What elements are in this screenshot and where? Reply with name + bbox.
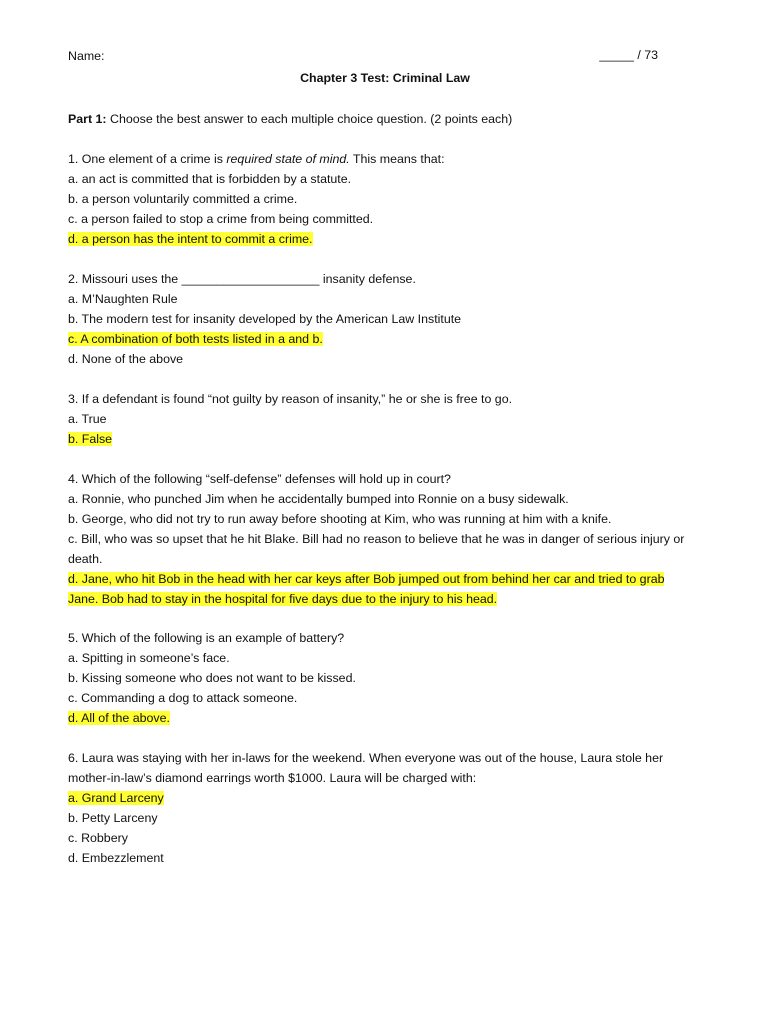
q3-stem: 3. If a defendant is found “not guilty by reason of insanity,” he or she is free to go. [68, 392, 513, 406]
q6-stem-line1: 6. Laura was staying with her in-laws for the weekend. When everyone was out of the house, Laura stole her [68, 751, 664, 765]
q1-option-b: b. a person voluntarily committed a crime. [68, 192, 298, 206]
q5-option-b: b. Kissing someone who does not want to be kissed. [68, 671, 356, 685]
score-field: _____ / 73 [599, 48, 658, 62]
q5-option-c: c. Commanding a dog to attack someone. [68, 691, 298, 705]
q6-option-b: b. Petty Larceny [68, 811, 158, 825]
part1-text: Choose the best answer to each multiple choice question. (2 points each) [106, 112, 513, 126]
q1-stem-italic: required state of mind. [226, 152, 350, 166]
name-label: Name: [68, 49, 105, 63]
q1-stem-post: This means that: [349, 152, 445, 166]
q6-answer-highlight: a. Grand Larceny [68, 791, 164, 805]
q4-option-c-line1: c. Bill, who was so upset that he hit Blake. Bill had no reason to believe that he was in danger of serious injury or [68, 532, 685, 546]
q1-stem-pre: 1. One element of a crime is [68, 152, 227, 166]
q2-answer-highlight: c. A combination of both tests listed in a and b. [68, 332, 323, 346]
q5-option-d [68, 710, 170, 726]
q4-option-b: b. George, who did not try to run away before shooting at Kim, who was running at him with a knife. [68, 512, 612, 526]
q4-answer-highlight-2: Jane. Bob had to stay in the hospital for five days due to the injury to his head. [68, 592, 498, 606]
q4-option-d-line1 [68, 571, 664, 587]
q5-option-a: a. Spitting in someone’s face. [68, 651, 230, 665]
q2-stem: 2. Missouri uses the ____________________ insanity defense. [68, 272, 416, 286]
q1-option-c: c. a person failed to stop a crime from being committed. [68, 212, 374, 226]
page-title: Chapter 3 Test: Criminal Law [300, 71, 470, 85]
q3-option-a: a. True [68, 412, 107, 426]
q4-option-d-line2 [68, 591, 497, 607]
q4-option-c-line2: death. [68, 552, 103, 566]
q2-option-a: a. M’Naughten Rule [68, 292, 178, 306]
q5-stem: 5. Which of the following is an example of battery? [68, 631, 345, 645]
q6-option-a [68, 790, 164, 806]
q3-option-b [68, 431, 112, 447]
q4-stem: 4. Which of the following “self-defense” defenses will hold up in court? [68, 472, 451, 486]
q6-stem-line2: mother-in-law’s diamond earrings worth $1000. Laura will be charged with: [68, 771, 477, 785]
q4-option-a: a. Ronnie, who punched Jim when he accidentally bumped into Ronnie on a busy sidewalk. [68, 492, 569, 506]
q3-answer-highlight: b. False [68, 432, 113, 446]
part1-label: Part 1: [68, 112, 107, 126]
part1-instructions [68, 111, 512, 127]
q1-option-d [68, 231, 313, 247]
q2-option-c [68, 331, 323, 347]
q2-option-d: d. None of the above [68, 352, 184, 366]
q1-answer-highlight: d. a person has the intent to commit a crime. [68, 232, 313, 246]
q1-stem [68, 151, 445, 167]
q4-answer-highlight-1: d. Jane, who hit Bob in the head with her car keys after Bob jumped out from behind her car and tried to grab [68, 572, 665, 586]
q5-answer-highlight: d. All of the above. [68, 711, 170, 725]
q1-option-a: a. an act is committed that is forbidden by a statute. [68, 172, 352, 186]
q6-option-d: d. Embezzlement [68, 851, 164, 865]
q6-option-c: c. Robbery [68, 831, 128, 845]
q2-option-b: b. The modern test for insanity developed by the American Law Institute [68, 312, 462, 326]
